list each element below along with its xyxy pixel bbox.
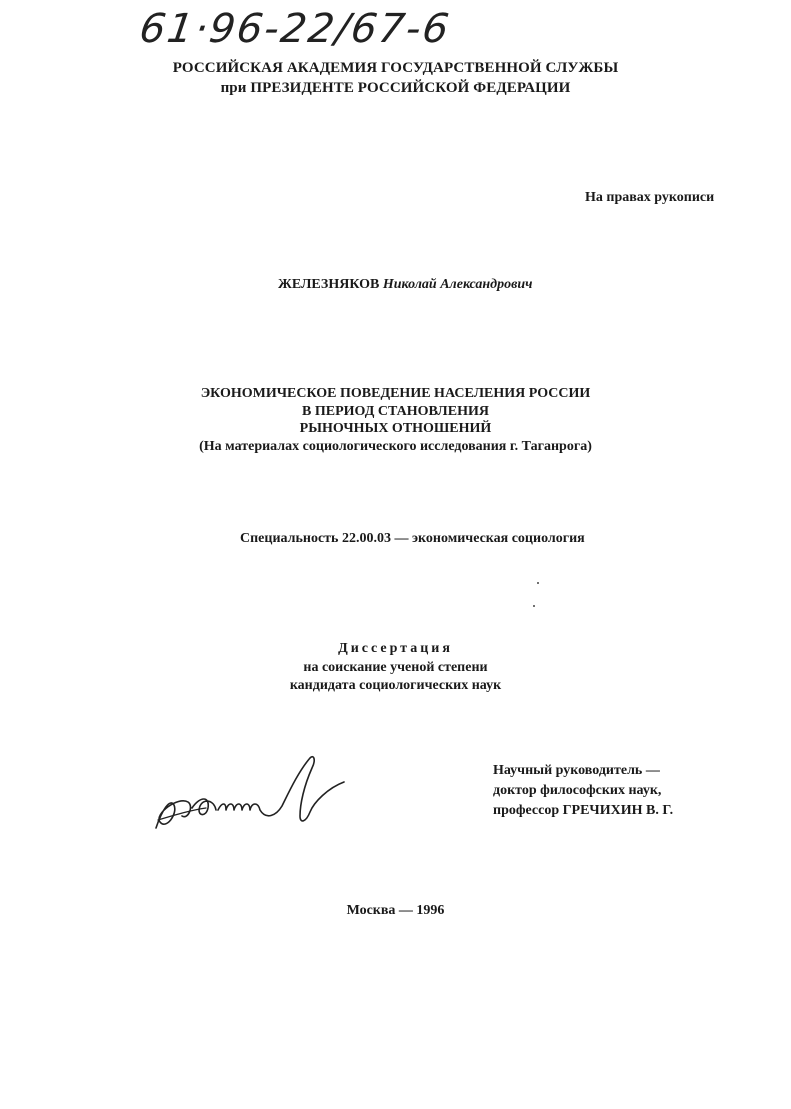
signature-image	[148, 750, 358, 840]
scientific-advisor	[493, 761, 673, 821]
author-surname: ЖЕЛЕЗНЯКОВ	[278, 277, 380, 292]
author-name	[278, 277, 532, 293]
institution-subtitle: при ПРЕЗИДЕНТЕ РОССИЙСКОЙ ФЕДЕРАЦИИ	[220, 80, 571, 96]
specialty: Специальность 22.00.03 — экономическая социология	[240, 531, 585, 546]
advisor-name: профессор ГРЕЧИХИН В. Г.	[493, 803, 674, 818]
handwritten-archive-number: 61·96-22/67-6	[136, 6, 454, 52]
degree-field-line: кандидата социологических наук	[289, 678, 502, 693]
dissertation-block	[0, 640, 791, 696]
author-given-names: Николай Александрович	[382, 277, 533, 292]
title-subtitle: (На материалах социологического исследования г. Таганрога)	[199, 438, 592, 454]
dissertation-title	[0, 385, 791, 455]
dissertation-heading: Диссертация	[338, 641, 453, 656]
manuscript-rights-note: На правах рукописи	[585, 190, 715, 205]
place-and-year: Москва — 1996	[346, 903, 445, 918]
title-line-3: РЫНОЧНЫХ ОТНОШЕНИЙ	[299, 421, 492, 436]
scan-speck	[533, 605, 535, 607]
advisor-degree: доктор философских наук,	[493, 783, 662, 798]
scan-speck	[537, 582, 539, 584]
institution-name: РОССИЙСКАЯ АКАДЕМИЯ ГОСУДАРСТВЕННОЙ СЛУЖБЫ	[172, 60, 619, 76]
advisor-role: Научный руководитель —	[493, 763, 660, 778]
degree-line: на соискание ученой степени	[303, 659, 488, 675]
title-line-1: ЭКОНОМИЧЕСКОЕ ПОВЕДЕНИЕ НАСЕЛЕНИЯ РОССИИ	[200, 386, 591, 401]
title-line-2: В ПЕРИОД СТАНОВЛЕНИЯ	[302, 403, 489, 419]
